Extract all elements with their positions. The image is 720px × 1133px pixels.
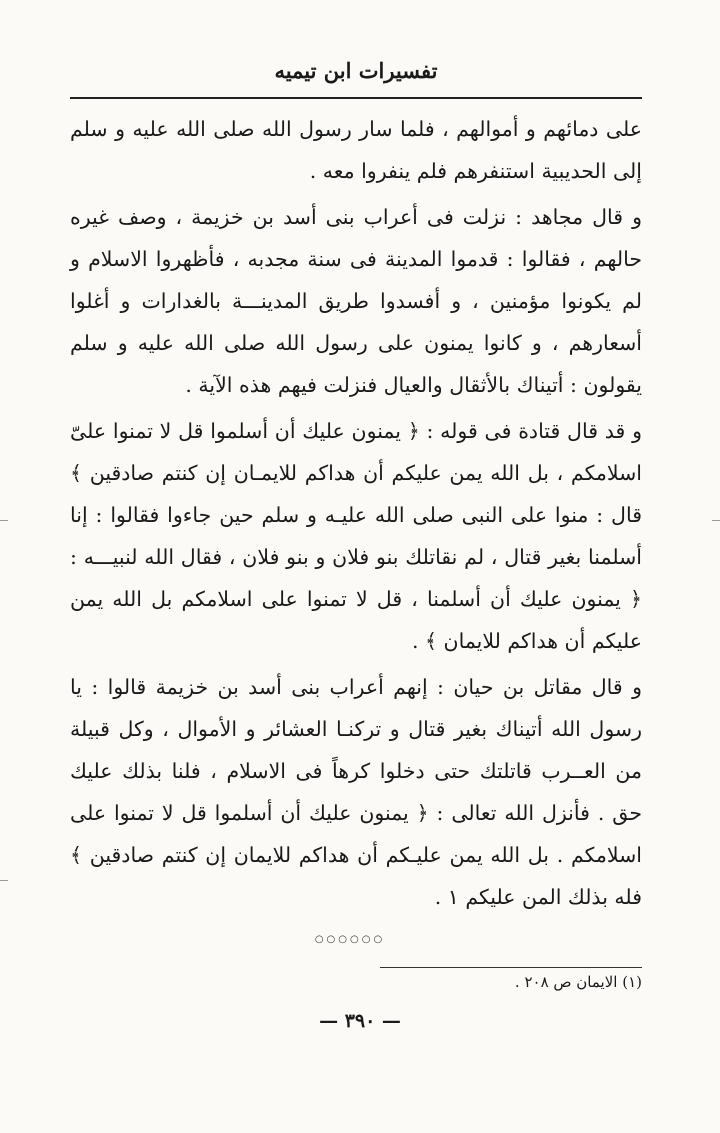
paragraph-3: و قد قال قتادة فى قوله : ﴿ يمنون عليك أن أسلموا قل لا تمنوا علىّ اسلامكم ، بل الله يمن عليكم أن هداكم للايمـان إن كنتم صادقين ﴾ قال : منوا على النبى صلى الله عليـه و سلم حين جاءوا فقالوا : إنا أسلمنا بغير قتال ، لم نقاتلك بنو فلان و بنو فلان ، فقال الله لنبيـــه : ﴿ يمنون عليك أن أسلمنا ، قل لا تمنوا على اسلامكم بل الله يمن عليكم أن هداكم للايمان ﴾ . [70,419,642,653]
section-ornament: ○○○○○○ [314,934,386,945]
page-number: — ٣٩٠ — [319,1010,401,1032]
left-margin-mark [0,520,8,521]
header-rule [70,97,642,99]
right-margin-mark [712,520,720,521]
paragraph-1: على دمائهم و أموالهم ، فلما سار رسول الله صلى الله عليه و سلم إلى الحديبية استنفرهم فلم ينفروا معه . [70,117,642,183]
paragraph-2: و قال مجاهد : نزلت فى أعراب بنى أسد بن خزيمة ، وصف غيره حالهم ، فقالوا : قدموا المدينة فى سنة مجدبه ، فأظهروا الاسلام و لم يكونوا مؤمنين ، و أفسدوا طريق المدينـــة بالغدارات و أغلوا أسعارهم ، و كانوا يمنون على رسول الله صلى الله عليه و سلم يقولون : أتيناك بالأثقال والعيال فنزلت فيهم هذه الآية . [70,205,642,397]
paragraph-4: و قال مقاتل بن حيان : إنهم أعراب بنى أسد بن خزيمة قالوا : يا رسول الله أتيناك بغير قتال و تركنـا العشائر و الأموال ، وكل قبيلة من العــرب قاتلتك حتى دخلوا كرهاً فى الاسلام ، فلنا بذلك عليك حق . فأنزل الله تعالى : ﴿ يمنون عليك أن أسلموا قل لا تمنوا على اسلامكم . بل الله يمن عليـكم أن هداكم للايمان إن كنتم صادقين ﴾ فله بذلك المن عليكم ١ . [70,675,642,909]
footnote: (١) الايمان ص ٢٠٨ . [514,973,642,991]
footnote-rule [380,967,642,968]
left-margin-mark-lower [0,880,8,881]
running-title: تفسيرات ابن تيميه [274,58,438,83]
main-text [70,108,642,918]
